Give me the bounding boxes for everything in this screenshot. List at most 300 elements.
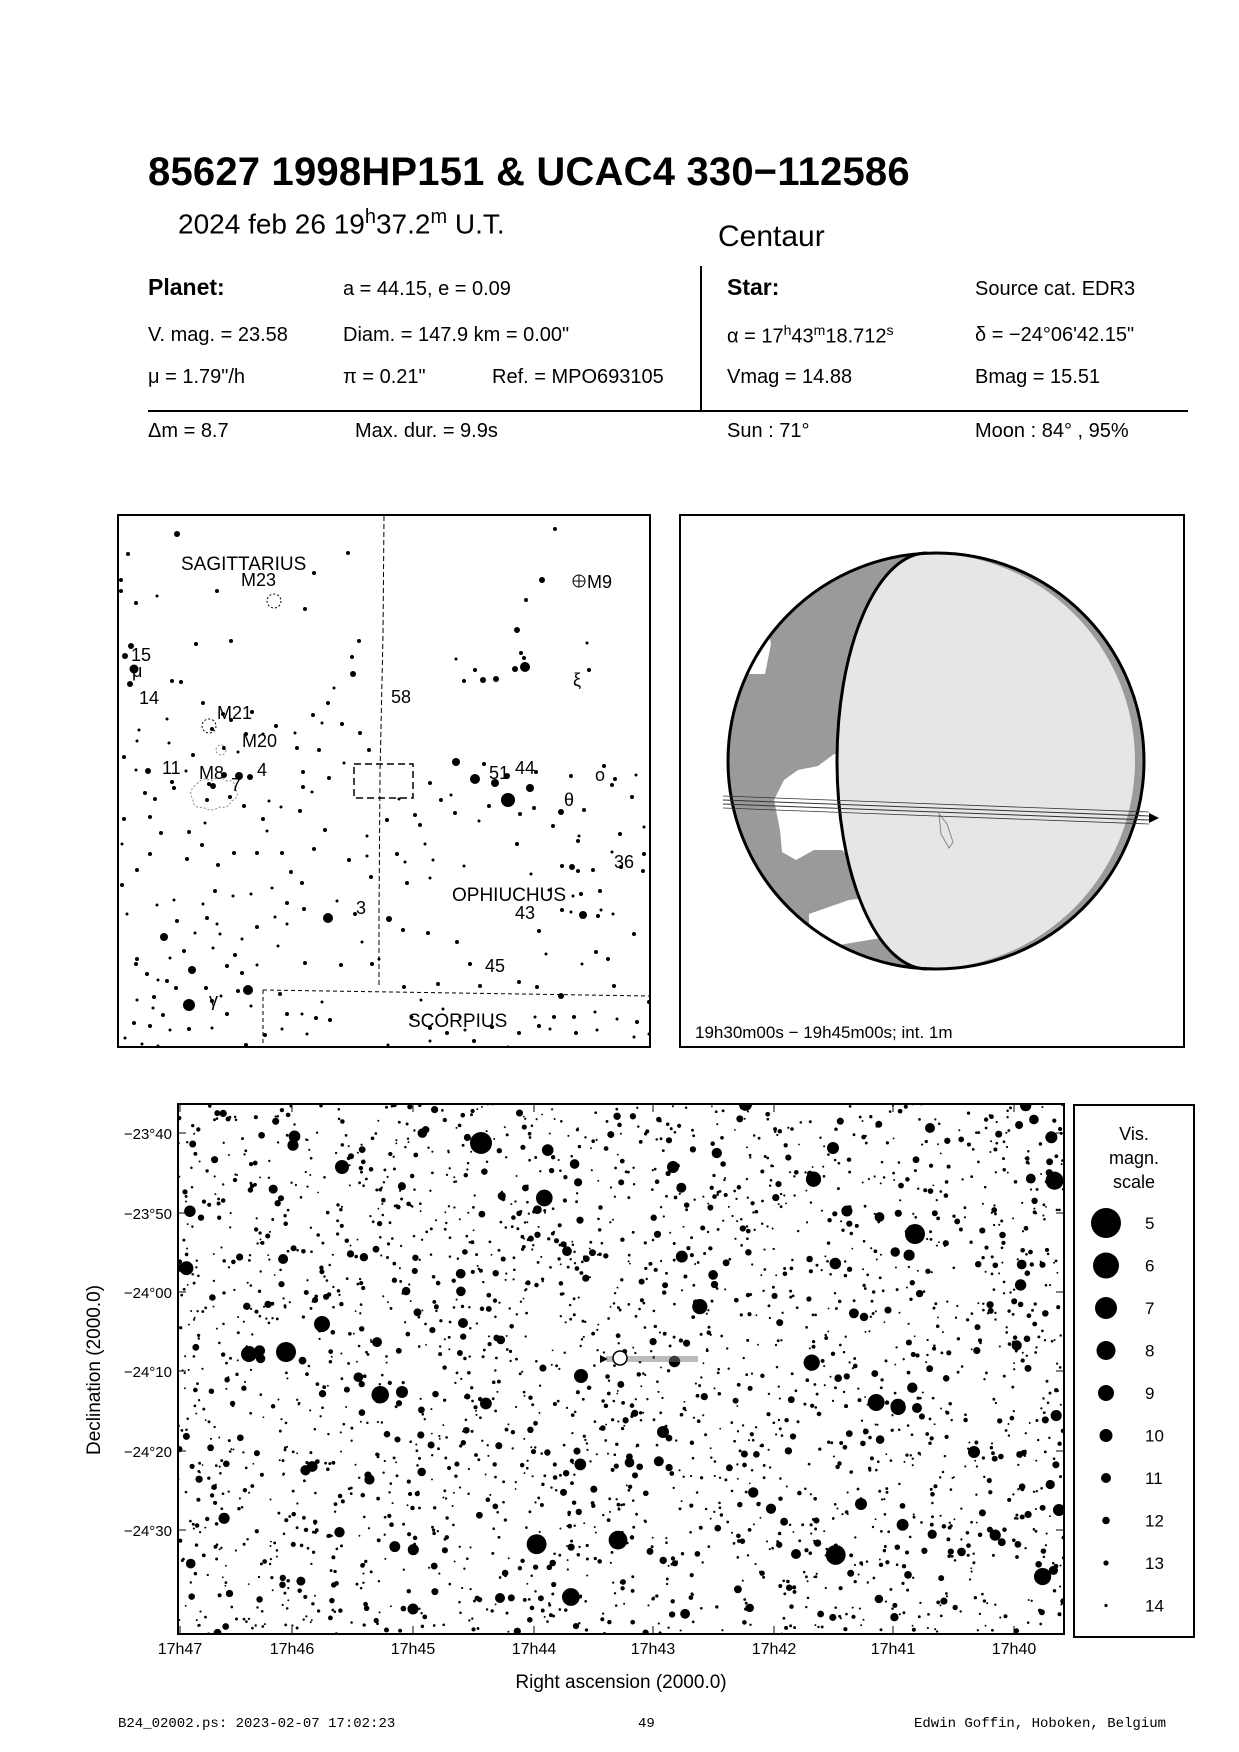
chart-star [1021,1202,1023,1204]
chart-star [1034,1568,1051,1585]
chart-star [550,1486,552,1488]
finder-star [211,1027,214,1030]
chart-star [649,1263,652,1266]
chart-star [828,1308,830,1310]
chart-star [712,1148,722,1158]
chart-star [951,1555,954,1558]
ra-tick-label: 17h47 [157,1641,203,1658]
chart-star [671,1556,675,1560]
chart-star [350,1487,353,1490]
chart-star [783,1271,788,1276]
chart-star [912,1458,914,1460]
chart-star [946,1411,950,1415]
chart-star [736,1220,738,1222]
chart-star [591,1139,595,1143]
chart-star [881,1498,883,1500]
chart-star [914,1335,916,1337]
chart-star [702,1414,704,1416]
chart-star [1037,1335,1040,1338]
chart-star [432,1528,435,1531]
chart-star [730,1421,733,1424]
scale-magnitude-label: 12 [1145,1511,1164,1531]
chart-star [331,1461,335,1465]
chart-star [347,1253,350,1256]
chart-star [261,1241,265,1245]
chart-star [735,1198,737,1200]
chart-star [296,1526,299,1529]
chart-star [1055,1260,1058,1263]
finder-star [612,984,616,988]
chart-star [974,1460,976,1462]
chart-star [1037,1439,1039,1441]
chart-star [405,1332,410,1337]
finder-star [187,1027,191,1031]
chart-star [994,1604,996,1606]
chart-star [487,1444,489,1446]
chart-star [612,1581,614,1583]
chart-star [766,1504,776,1514]
chart-star [194,1317,196,1319]
chart-star [191,1186,194,1189]
chart-star [195,1413,197,1415]
chart-star [1017,1464,1019,1466]
chart-star [520,1559,524,1563]
chart-star [178,1176,180,1178]
chart-star [784,1626,788,1630]
chart-star [1054,1339,1056,1341]
chart-star [660,1366,662,1368]
chart-star [814,1383,817,1386]
chart-star [460,1378,462,1380]
chart-star [305,1615,307,1617]
chart-star [971,1312,974,1315]
chart-star [859,1116,862,1119]
chart-star [872,1312,875,1315]
chart-star [1058,1127,1062,1131]
chart-star [991,1255,994,1258]
chart-star [459,1218,461,1220]
chart-star [617,1306,620,1309]
chart-star [364,1560,367,1563]
chart-star [662,1290,666,1294]
chart-star [572,1500,576,1504]
chart-star [608,1497,611,1500]
chart-star [635,1398,637,1400]
chart-star [272,1589,274,1591]
chart-star [362,1572,364,1574]
chart-star [454,1382,456,1384]
chart-star [216,1117,219,1120]
chart-star [345,1238,350,1243]
chart-star [690,1441,694,1445]
chart-star [573,1297,576,1300]
chart-star [806,1221,808,1223]
chart-star [631,1575,634,1578]
chart-star [889,1110,892,1113]
chart-star [298,1402,301,1405]
chart-star [847,1491,849,1493]
chart-star [330,1330,335,1335]
chart-star [839,1441,843,1445]
finder-star [610,783,614,787]
chart-star [1058,1209,1061,1212]
star-ra-prefix: α = 17 [727,325,784,348]
chart-star [184,1372,186,1374]
chart-star [763,1476,766,1479]
chart-star [614,1167,617,1170]
chart-star [1056,1305,1060,1309]
chart-star [467,1492,470,1495]
chart-star [669,1611,675,1617]
chart-star [222,1492,225,1495]
chart-star [587,1385,592,1390]
chart-star [442,1496,444,1498]
chart-star [726,1347,728,1349]
chart-star [276,1317,279,1320]
chart-star [1000,1220,1003,1223]
chart-star [909,1298,912,1301]
chart-star [863,1432,865,1434]
chart-star [400,1198,403,1201]
finder-star [401,928,405,932]
chart-star [607,1518,611,1522]
finder-star [261,817,265,821]
chart-star [839,1344,842,1347]
chart-star [620,1278,623,1281]
chart-star [598,1205,603,1210]
chart-star [259,1315,262,1318]
chart-star [574,1262,576,1264]
chart-star [789,1290,792,1293]
finder-star [339,963,343,967]
chart-star [830,1376,832,1378]
chart-star [876,1259,878,1261]
chart-star [653,1310,656,1313]
chart-star [196,1310,198,1312]
chart-star [516,1175,518,1177]
chart-star [1012,1217,1014,1219]
chart-star [447,1466,451,1470]
chart-star [249,1162,253,1166]
chart-star [740,1313,743,1316]
chart-star [775,1433,777,1435]
chart-star [766,1118,769,1121]
chart-star [312,1551,315,1554]
chart-star [827,1241,830,1244]
chart-star [993,1204,995,1206]
chart-star [306,1279,308,1281]
chart-star [468,1468,470,1470]
chart-star [339,1208,343,1212]
chart-star [268,1160,270,1162]
chart-star [269,1563,271,1565]
finder-star [136,999,139,1002]
chart-star [360,1303,363,1306]
scale-star-symbol [1097,1341,1116,1360]
chart-star [886,1141,889,1144]
finder-star [630,795,634,799]
chart-star [571,1413,575,1417]
chart-star [292,1142,294,1144]
chart-star [934,1118,936,1120]
chart-star [890,1247,900,1257]
chart-star [199,1611,201,1613]
chart-star [328,1264,331,1267]
finder-star [204,822,207,825]
chart-star [499,1576,502,1579]
chart-star [620,1581,623,1584]
chart-star [256,1606,258,1608]
chart-star [834,1386,837,1389]
chart-star [1002,1157,1005,1160]
chart-star [629,1263,631,1265]
chart-star [784,1143,788,1147]
chart-star [408,1492,412,1496]
chart-star [798,1539,801,1542]
scale-magnitude-label: 8 [1145,1341,1155,1361]
chart-star [899,1613,901,1615]
chart-star [700,1225,705,1230]
chart-star [417,1468,426,1477]
chart-star [749,1482,751,1484]
chart-star [392,1502,394,1504]
globe-caption: 19h30m00s − 19h45m00s; int. 1m [695,1023,953,1042]
chart-star [620,1159,625,1164]
chart-star [511,1225,514,1228]
chart-star [424,1323,427,1326]
chart-star [223,1460,230,1467]
chart-star [994,1318,996,1320]
chart-star [871,1300,874,1303]
chart-star [220,1507,223,1510]
chart-star [280,1418,282,1420]
finder-star [187,830,191,834]
chart-star [461,1305,464,1308]
chart-star [1036,1490,1038,1492]
chart-star [442,1547,448,1553]
magnitude-scale-panel [1073,1104,1195,1640]
chart-star [1006,1109,1009,1112]
chart-star [666,1578,669,1581]
chart-star [331,1356,333,1358]
chart-star [763,1268,766,1271]
chart-star [987,1312,989,1314]
chart-star [610,1306,612,1308]
chart-star [311,1602,314,1605]
chart-star [958,1129,960,1131]
chart-star [551,1364,553,1366]
chart-star [752,1439,755,1442]
chart-star [287,1599,289,1601]
chart-star [987,1527,993,1533]
chart-star [680,1413,684,1417]
finder-star [526,784,534,792]
chart-star [747,1554,749,1556]
chart-star [669,1232,671,1234]
chart-star [311,1619,313,1621]
chart-star [751,1263,753,1265]
constellation-label-sagittarius: SAGITTARIUS [181,554,307,575]
chart-star [269,1231,271,1233]
chart-star [396,1205,401,1210]
chart-star [1017,1258,1019,1260]
chart-star [432,1391,439,1398]
chart-star [849,1470,853,1474]
chart-star [515,1406,517,1408]
chart-star [654,1231,661,1238]
chart-star [237,1507,240,1510]
chart-star [778,1129,783,1134]
chart-star [658,1623,660,1625]
chart-star [228,1490,230,1492]
chart-star [868,1436,872,1440]
chart-star [198,1214,204,1220]
chart-star [952,1215,955,1218]
chart-star [666,1123,669,1126]
finder-star [216,863,220,867]
chart-star [486,1608,488,1610]
finder-star [596,1029,599,1032]
object-label-m20: M20 [242,731,278,751]
chart-star [194,1572,198,1576]
scale-title-line: scale [1112,1172,1156,1192]
ra-tick-label: 17h45 [390,1641,436,1658]
chart-star [904,1105,908,1109]
chart-star [245,1620,248,1623]
chart-star [301,1249,306,1254]
chart-star [459,1612,462,1615]
chart-star [297,1588,302,1593]
chart-star [636,1463,643,1470]
chart-star [806,1172,821,1187]
chart-star [657,1391,659,1393]
chart-star [584,1136,586,1138]
chart-star [554,1238,559,1243]
chart-star [975,1261,981,1267]
chart-star [468,1355,470,1357]
chart-star [813,1517,819,1523]
chart-star [250,1308,252,1310]
finder-star [229,639,233,643]
chart-star [823,1175,826,1178]
chart-star [694,1263,696,1265]
finder-star [255,925,259,929]
chart-star [976,1522,978,1524]
chart-star [571,1161,573,1163]
chart-star [204,1527,206,1529]
chart-star [307,1547,310,1550]
chart-star [214,1175,216,1177]
finder-star [402,985,406,989]
chart-star [453,1176,455,1178]
chart-star [495,1357,498,1360]
chart-star [526,1201,529,1204]
chart-star [895,1210,902,1217]
chart-star [383,1181,385,1183]
chart-star [255,1624,257,1626]
chart-star [209,1388,215,1394]
chart-star [849,1553,853,1557]
chart-star [665,1541,668,1544]
chart-star [418,1507,421,1510]
chart-star [1052,1562,1055,1565]
chart-star [224,1520,226,1522]
chart-star [858,1573,860,1575]
chart-star [930,1492,935,1497]
chart-star [617,1390,619,1392]
chart-star [509,1360,511,1362]
chart-star [964,1465,966,1467]
chart-star [349,1153,352,1156]
chart-star [864,1331,866,1333]
chart-star [981,1593,984,1596]
chart-star [700,1376,702,1378]
chart-star [530,1606,535,1611]
chart-star [997,1418,1002,1423]
chart-star [582,1275,589,1282]
chart-star [599,1427,602,1430]
chart-star [458,1601,461,1604]
chart-star [681,1500,683,1502]
chart-star [868,1178,870,1180]
chart-star [594,1526,596,1528]
chart-star [461,1440,466,1445]
chart-star [505,1273,507,1275]
chart-star [737,1430,739,1432]
chart-star [407,1589,411,1593]
chart-star [760,1170,764,1174]
chart-star [1051,1340,1054,1343]
chart-star [243,1618,246,1621]
chart-star [1014,1541,1021,1548]
chart-star [936,1245,938,1247]
finder-star [612,913,615,916]
chart-star [824,1255,826,1257]
chart-star [741,1451,748,1458]
finder-star [242,804,246,808]
finder-star [119,578,123,582]
chart-star [418,1457,421,1460]
chart-star [249,1254,251,1256]
chart-star [254,1227,258,1231]
chart-star [868,1330,870,1332]
chart-star [361,1160,366,1165]
chart-star [577,1553,581,1557]
chart-star [276,1115,279,1118]
chart-star [793,1590,797,1594]
chart-star [627,1196,630,1199]
chart-star [578,1145,581,1148]
chart-star [316,1233,320,1237]
chart-star [628,1485,632,1489]
chart-star [222,1183,224,1185]
chart-star [486,1306,492,1312]
chart-star [184,1387,186,1389]
chart-star [349,1184,351,1186]
chart-star [435,1219,437,1221]
chart-star [400,1245,402,1247]
chart-star [1032,1322,1037,1327]
chart-star [679,1338,683,1342]
chart-star [523,1391,526,1394]
chart-star [665,1195,668,1198]
chart-star [560,1489,567,1496]
chart-star [839,1586,843,1590]
chart-star [314,1531,317,1534]
chart-star [401,1606,407,1612]
chart-star [292,1451,295,1454]
chart-star [431,1172,434,1175]
